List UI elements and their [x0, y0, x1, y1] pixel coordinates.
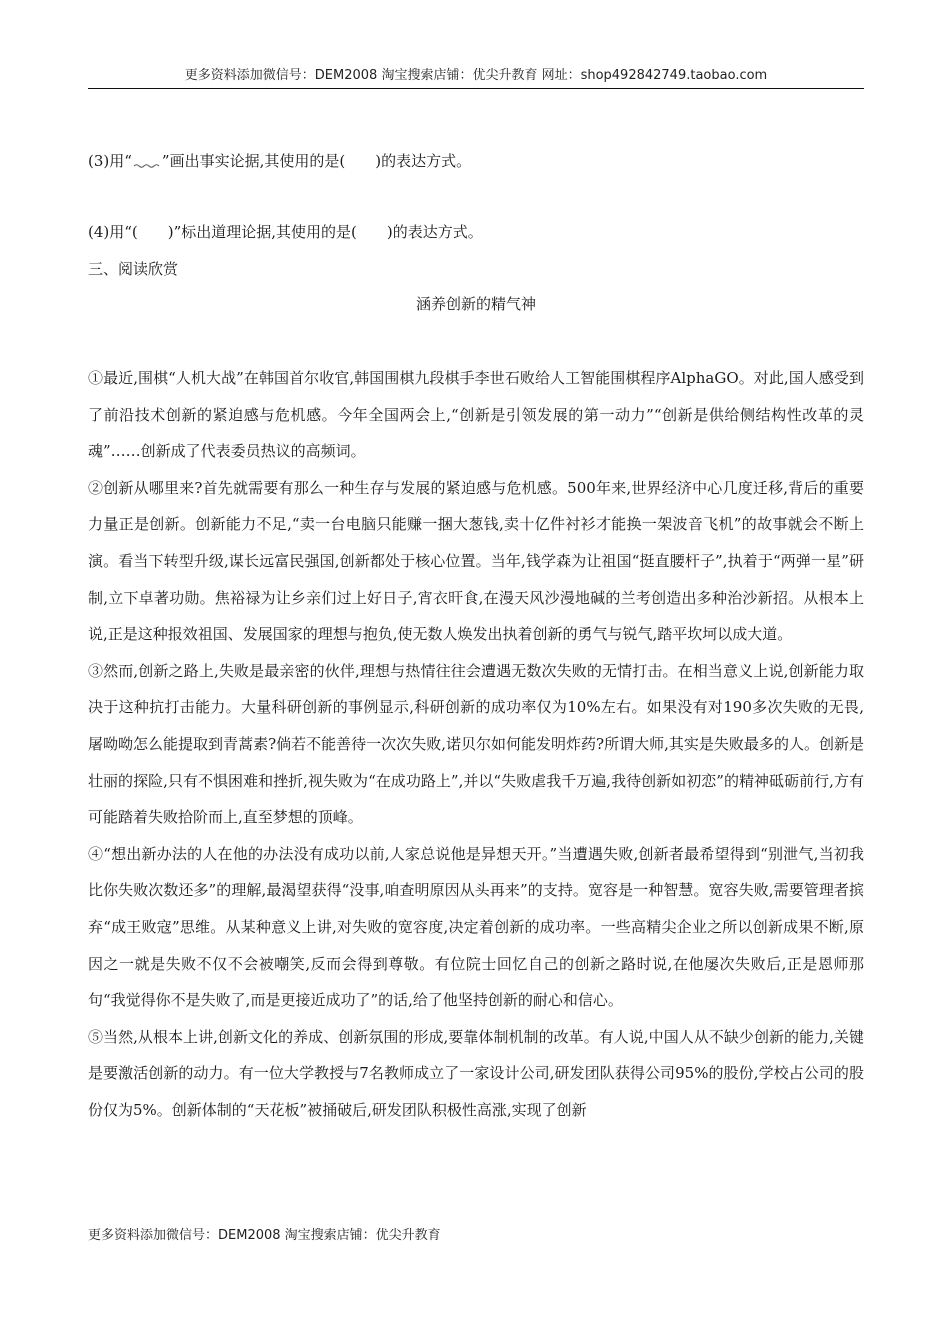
- question-3-before: (3)用“: [88, 152, 132, 170]
- section-heading: 三、阅读欣赏: [88, 260, 179, 278]
- paragraph-1: ①最近,围棋“人机大战”在韩国首尔收官,韩国围棋九段棋手李世石败给人工智能围棋程序AlphaGO。对此,国人感受到了前沿技术创新的紧迫感与危机感。今年全国两会上,“创新是引领发展的第一动力”“创新是供给侧结构性改革的灵魂”……创新成了代表委员热议的高频词。: [88, 369, 864, 461]
- wavy-underline-icon: [132, 155, 162, 169]
- question-3: [88, 150, 471, 172]
- header-divider: [88, 88, 864, 89]
- question-3-after: ”画出事实论据,其使用的是( )的表达方式。: [161, 152, 472, 170]
- article-body: [88, 360, 864, 1128]
- page-footer: 更多资料添加微信号：DEM2008 淘宝搜索店铺：优尖升教育: [88, 1228, 441, 1243]
- paragraph-3: ③然而,创新之路上,失败是最亲密的伙伴,理想与热情往往会遭遇无数次失败的无情打击。在相当意义上说,创新能力取决于这种抗打击能力。大量科研创新的事例显示,科研创新的成功率仅为10%左右。如果没有对190多次失败的无畏,屠呦呦怎么能提取到青蒿素?倘若不能善待一次次失败,诺贝尔如何能发明炸药?所谓大师,其实是失败最多的人。创新是壮丽的探险,只有不惧困难和挫折,视失败为“在成功路上”,并以“失败虐我千万遍,我待创新如初恋”的精神砥砺前行,方有可能踏着失败拾阶而上,直至梦想的顶峰。: [88, 661, 864, 827]
- paragraph-4: ④“想出新办法的人在他的办法没有成功以前,人家总说他是异想天开。”当遭遇失败,创新者最希望得到“别泄气,当初我比你失败次数还多”的理解,最渴望获得“没事,咱查明原因从头再来”的支持。宽容是一种智慧。宽容失败,需要管理者摈弃“成王败寇”思维。从某种意义上讲,对失败的宽容度,决定着创新的成功率。一些高精尖企业之所以创新成果不断,原因之一就是失败不仅不会被嘲笑,反而会得到尊敬。有位院士回忆自己的创新之路时说,在他屡次失败后,正是恩师那句“我觉得你不是失败了,而是更接近成功了”的话,给了他坚持创新的耐心和信心。: [88, 844, 864, 1010]
- paragraph-5: ⑤当然,从根本上讲,创新文化的养成、创新氛围的形成,要靠体制机制的改革。有人说,中国人从不缺少创新的能力,关键是要激活创新的动力。有一位大学教授与7名教师成立了一家设计公司,研发团队获得公司95%的股份,学校占公司的股份仅为5%。创新体制的“天花板”被捅破后,研发团队积极性高涨,实现了创新: [88, 1027, 864, 1119]
- article-title: 涵养创新的精气神: [415, 295, 536, 313]
- paragraph-2: ②创新从哪里来?首先就需要有那么一种生存与发展的紧迫感与危机感。500年来,世界经济中心几度迁移,背后的重要力量正是创新。创新能力不足,“卖一台电脑只能赚一捆大葱钱,卖十亿件衬衫才能换一架波音飞机”的故事就会不断上演。看当下转型升级,谋长远富民强国,创新都处于核心位置。当年,钱学森为让祖国“挺直腰杆子”,执着于“两弹一星”研制,立下卓著功勋。焦裕禄为让乡亲们过上好日子,宵衣旰食,在漫天风沙漫地碱的兰考创造出多种治沙新招。从根本上说,正是这种报效祖国、发展国家的理想与抱负,使无数人焕发出执着创新的勇气与锐气,踏平坎坷以成大道。: [88, 478, 864, 644]
- page-header: 更多资料添加微信号：DEM2008 淘宝搜索店铺：优尖升教育 网址：shop492842749.taobao.com: [184, 68, 768, 83]
- question-4: (4)用“( )”标出道理论据,其使用的是( )的表达方式。: [88, 223, 483, 241]
